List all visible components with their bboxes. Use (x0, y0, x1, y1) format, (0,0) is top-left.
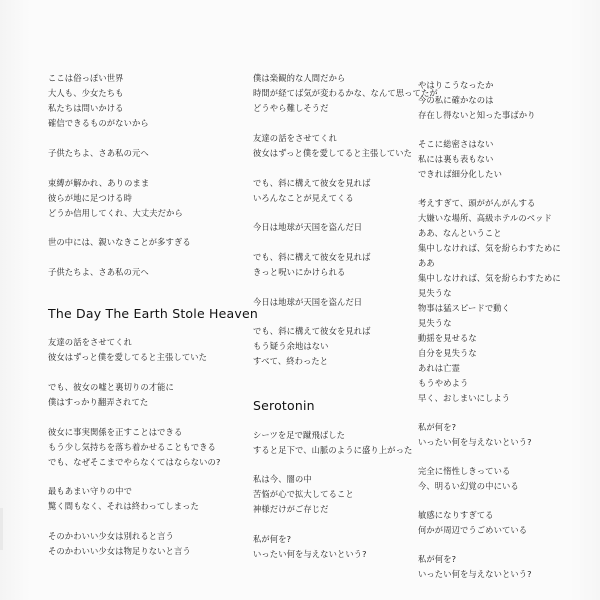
lyric-line: そのかわいい少女は別れると言う (48, 531, 174, 541)
lyric-line: 物事は猛スピードで動く (418, 303, 511, 313)
lyric-line: 子供たちよ、さあ私の元へ (48, 267, 149, 277)
lyric-line: 今日は地球が天国を盗んだ日 (253, 297, 363, 307)
lyric-line: いったい何を与えないという? (253, 549, 367, 559)
lyric-line: ああ、なんということ (418, 228, 502, 238)
lyric-line: 今日は地球が天国を盗んだ日 (253, 222, 363, 232)
song-title: The Day The Earth Stole Heaven (48, 306, 258, 321)
lyric-line: でも、斜に構えて彼女を見れば (253, 252, 371, 262)
lyric-line: 何かが周辺でうごめいている (418, 525, 528, 535)
lyric-line: 彼らが地に足つける時 (48, 193, 132, 203)
lyric-line: 敏感になりすぎてる (418, 510, 494, 520)
lyric-line: やはりこうなったか (418, 80, 494, 90)
lyric-line: シーツを足で蹴飛ばした (253, 430, 346, 440)
lyric-line: 今の私に確かなのは (418, 95, 494, 105)
lyric-line: 集中しなければ、気を紛らわすために (418, 243, 561, 253)
lyric-line: できれば細分化したい (418, 169, 502, 179)
lyric-line: 私が何を? (418, 554, 457, 564)
lyric-line: 僕は楽観的な人間だから (253, 73, 346, 83)
lyric-line: 私が何を? (253, 534, 292, 544)
lyric-line: でも、斜に構えて彼女を見れば (253, 178, 371, 188)
lyric-line: そのかわいい少女は物足りないと言う (48, 546, 191, 556)
lyric-line: きっと呪いにかけられる (253, 267, 346, 277)
lyric-line: 今、明るい幻覚の中にいる (418, 481, 519, 491)
lyric-line: 彼女に事実関係を正すことはできる (48, 427, 183, 437)
lyric-line: 苦悩が心で拡大してること (253, 489, 354, 499)
lyric-line: どうか信用してくれ、大丈夫だから (48, 208, 183, 218)
lyric-line: 私は今、闇の中 (253, 474, 312, 484)
lyric-line: いったい何を与えないという? (418, 437, 532, 447)
lyric-line: 集中しなければ、気を紛らわすために (418, 273, 561, 283)
lyric-line: ああ (418, 258, 435, 268)
lyric-line: 存在し得ないと知った事ばかり (418, 110, 536, 120)
lyric-line: もう疑う余地はない (253, 341, 329, 351)
lyric-line: 大嫌いな場所、高級ホテルのベッド (418, 213, 552, 223)
lyric-line: 束縛が解かれ、ありのまま (48, 178, 150, 188)
lyric-line: すべて、終わったと (253, 356, 329, 366)
lyric-line: 私が何を? (418, 422, 457, 432)
lyric-line: 動揺を見せるな (418, 333, 477, 343)
lyric-line: 完全に惰性しきっている (418, 466, 511, 476)
lyric-line: そこに総密さはない (418, 139, 494, 149)
lyric-line: どうやら難しそうだ (253, 103, 329, 113)
lyric-line: 彼女はずっと僕を愛してると主張していた (48, 352, 208, 362)
lyric-line: でも、なぜそこまでやらなくてはならないの? (48, 457, 221, 467)
lyric-line: 確信できるものがないから (48, 118, 149, 128)
lyric-line: 私たちは問いかける (48, 103, 124, 113)
lyric-line: あれは亡霊 (418, 363, 460, 373)
lyric-line: すると足下で、山脈のように盛り上がった (253, 445, 413, 455)
lyric-line: 世の中には、親いなきことが多すぎる (48, 237, 191, 247)
lyric-line: でも、斜に構えて彼女を見れば (253, 326, 371, 336)
lyric-line: 神様だけがご存じだ (253, 504, 329, 514)
lyric-line: もうやめよう (418, 378, 469, 388)
page-edge-shadow (0, 508, 3, 550)
lyric-line: 子供たちよ、さあ私の元へ (48, 148, 149, 158)
lyric-line: 最もあまい守りの中で (48, 486, 132, 496)
lyric-line: いろんなことが見えてくる (253, 193, 354, 203)
lyric-line: 時間が経てば気が変わるかな、なんて思ってたが (253, 88, 438, 98)
lyric-line: 大人も、少女たちも (48, 88, 124, 98)
lyric-line: 見失うな (418, 318, 452, 328)
lyric-line: ここは俗っぽい世界 (48, 73, 124, 83)
lyric-line: 見失うな (418, 288, 452, 298)
lyric-line: でも、彼女の嘘と裏切りの才能に (48, 382, 174, 392)
lyric-line: 友達の話をさせてくれ (48, 337, 132, 347)
lyric-line: 私には裏も表もない (418, 154, 494, 164)
lyric-line: 彼女はずっと僕を愛してると主張していた (253, 148, 413, 158)
lyric-line: 友達の話をさせてくれ (253, 133, 337, 143)
lyric-line: 早く、おしまいにしよう (418, 393, 511, 403)
lyric-line: いったい何を与えないという? (418, 569, 532, 579)
lyric-line: 僕はすっかり翻弄されてた (48, 397, 149, 407)
song-title: Serotonin (253, 398, 315, 413)
lyric-line: 驚く間もなく、それは終わってしまった (48, 501, 199, 511)
lyric-line: 考えすぎて、頭ががんがんする (418, 198, 536, 208)
lyric-line: もう少し気持ちを落ち着かせることもできる (48, 442, 216, 452)
lyric-line: 自分を見失うな (418, 348, 477, 358)
